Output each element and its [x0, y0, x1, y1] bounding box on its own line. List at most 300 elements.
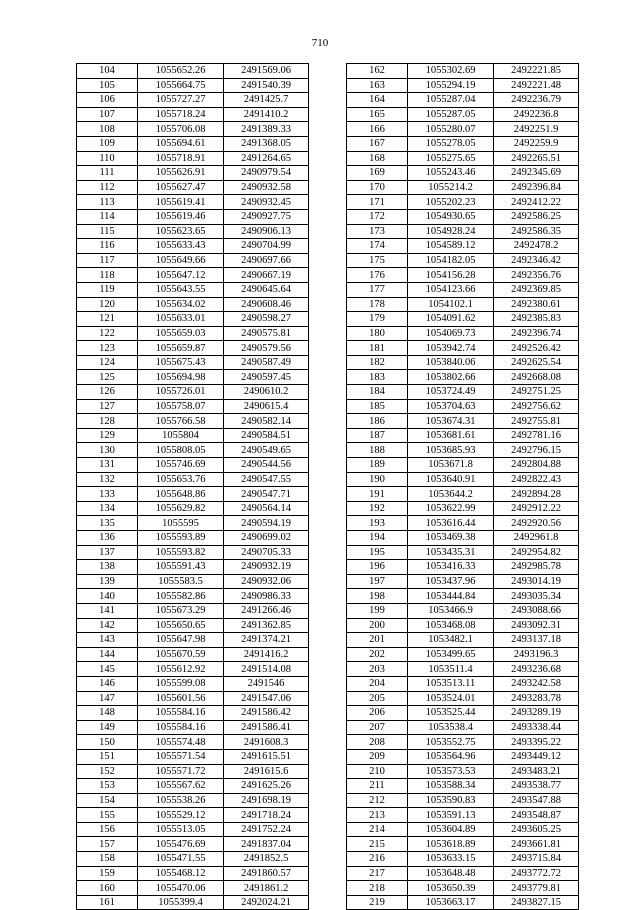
x-coordinate-cell: 1053648.48: [408, 866, 494, 881]
x-coordinate-cell: 1055275.65: [408, 151, 494, 166]
table-row: [347, 501, 579, 516]
point-number-cell: 172: [347, 209, 408, 224]
point-number-cell: 111: [77, 166, 138, 181]
point-number-cell: 219: [347, 895, 408, 910]
point-number-cell: 186: [347, 414, 408, 429]
point-number-cell: 127: [77, 399, 138, 414]
point-number-cell: 216: [347, 852, 408, 867]
table-row: [77, 501, 309, 516]
table-row: [77, 866, 309, 881]
point-number-cell: 117: [77, 253, 138, 268]
y-coordinate-cell: 2490564.14: [224, 501, 309, 516]
y-coordinate-cell: 2492796.15: [494, 443, 579, 458]
point-number-cell: 148: [77, 706, 138, 721]
y-coordinate-cell: 2490932.58: [224, 180, 309, 195]
point-number-cell: 162: [347, 64, 408, 79]
y-coordinate-cell: 2492751.25: [494, 385, 579, 400]
y-coordinate-cell: 2492804.88: [494, 458, 579, 473]
point-number-cell: 213: [347, 808, 408, 823]
y-coordinate-cell: 2492586.25: [494, 209, 579, 224]
table-row: [347, 691, 579, 706]
x-coordinate-cell: 1053681.61: [408, 428, 494, 443]
table-row: [77, 195, 309, 210]
point-number-cell: 183: [347, 370, 408, 385]
table-row: [347, 808, 579, 823]
y-coordinate-cell: 2490575.81: [224, 326, 309, 341]
y-coordinate-cell: 2492396.84: [494, 180, 579, 195]
point-number-cell: 203: [347, 662, 408, 677]
x-coordinate-cell: 1055634.02: [138, 297, 224, 312]
y-coordinate-cell: 2491852.5: [224, 852, 309, 867]
point-number-cell: 149: [77, 720, 138, 735]
table-row: [77, 676, 309, 691]
table-row: [347, 239, 579, 254]
table-row: [347, 735, 579, 750]
table-row: [347, 268, 579, 283]
x-coordinate-cell: 1055619.41: [138, 195, 224, 210]
x-coordinate-cell: 1055593.89: [138, 531, 224, 546]
y-coordinate-cell: 2493538.77: [494, 779, 579, 794]
x-coordinate-cell: 1055567.62: [138, 779, 224, 794]
y-coordinate-cell: 2492346.42: [494, 253, 579, 268]
table-row: [77, 735, 309, 750]
point-number-cell: 140: [77, 589, 138, 604]
point-number-cell: 118: [77, 268, 138, 283]
table-row: [77, 633, 309, 648]
y-coordinate-cell: 2491615.6: [224, 764, 309, 779]
y-coordinate-cell: 2490610.2: [224, 385, 309, 400]
x-coordinate-cell: 1055746.69: [138, 458, 224, 473]
y-coordinate-cell: 2491615.51: [224, 749, 309, 764]
y-coordinate-cell: 2492586.35: [494, 224, 579, 239]
y-coordinate-cell: 2492912.22: [494, 501, 579, 516]
y-coordinate-cell: 2493547.88: [494, 793, 579, 808]
y-coordinate-cell: 2490547.55: [224, 472, 309, 487]
y-coordinate-cell: 2490667.19: [224, 268, 309, 283]
y-coordinate-cell: 2491625.26: [224, 779, 309, 794]
y-coordinate-cell: 2493289.19: [494, 706, 579, 721]
x-coordinate-cell: 1053704.63: [408, 399, 494, 414]
y-coordinate-cell: 2493338.44: [494, 720, 579, 735]
point-number-cell: 175: [347, 253, 408, 268]
table-row: [77, 151, 309, 166]
x-coordinate-cell: 1053616.44: [408, 516, 494, 531]
x-coordinate-cell: 1055612.92: [138, 662, 224, 677]
point-number-cell: 181: [347, 341, 408, 356]
y-coordinate-cell: 2490598.27: [224, 312, 309, 327]
y-coordinate-cell: 2493661.81: [494, 837, 579, 852]
table-row: [347, 209, 579, 224]
point-number-cell: 124: [77, 355, 138, 370]
y-coordinate-cell: 2492526.42: [494, 341, 579, 356]
y-coordinate-cell: 2491514.08: [224, 662, 309, 677]
x-coordinate-cell: 1055659.03: [138, 326, 224, 341]
y-coordinate-cell: 2492961.8: [494, 531, 579, 546]
y-coordinate-cell: 2492369.85: [494, 282, 579, 297]
table-row: [347, 472, 579, 487]
table-row: [347, 78, 579, 93]
table-row: [347, 151, 579, 166]
point-number-cell: 205: [347, 691, 408, 706]
x-coordinate-cell: 1053513.11: [408, 676, 494, 691]
x-coordinate-cell: 1054156.28: [408, 268, 494, 283]
y-coordinate-cell: 2491718.24: [224, 808, 309, 823]
table-row: [347, 443, 579, 458]
point-number-cell: 179: [347, 312, 408, 327]
point-number-cell: 199: [347, 603, 408, 618]
table-row: [77, 297, 309, 312]
table-row: [347, 603, 579, 618]
point-number-cell: 182: [347, 355, 408, 370]
point-number-cell: 214: [347, 822, 408, 837]
x-coordinate-cell: 1053564.96: [408, 749, 494, 764]
table-row: [77, 209, 309, 224]
point-number-cell: 176: [347, 268, 408, 283]
table-row: [347, 385, 579, 400]
table-row: [347, 180, 579, 195]
x-coordinate-cell: 1055584.16: [138, 706, 224, 721]
point-number-cell: 129: [77, 428, 138, 443]
point-number-cell: 217: [347, 866, 408, 881]
y-coordinate-cell: 2491861.2: [224, 881, 309, 896]
y-coordinate-cell: 2492822.43: [494, 472, 579, 487]
table-row: [77, 779, 309, 794]
x-coordinate-cell: 1055650.65: [138, 618, 224, 633]
y-coordinate-cell: 2491425.7: [224, 93, 309, 108]
table-row: [77, 691, 309, 706]
x-coordinate-cell: 1053482.1: [408, 633, 494, 648]
x-coordinate-cell: 1054930.65: [408, 209, 494, 224]
table-row: [77, 560, 309, 575]
x-coordinate-cell: 1053640.91: [408, 472, 494, 487]
x-coordinate-cell: 1055670.59: [138, 647, 224, 662]
table-row: [347, 676, 579, 691]
x-coordinate-cell: 1055643.55: [138, 282, 224, 297]
x-coordinate-cell: 1055694.61: [138, 136, 224, 151]
table-row: [347, 545, 579, 560]
y-coordinate-cell: 2490547.71: [224, 487, 309, 502]
x-coordinate-cell: 1053942.74: [408, 341, 494, 356]
point-number-cell: 194: [347, 531, 408, 546]
coordinates-table-right: [346, 63, 579, 910]
y-coordinate-cell: 2491586.41: [224, 720, 309, 735]
table-row: [347, 647, 579, 662]
point-number-cell: 131: [77, 458, 138, 473]
table-row: [77, 618, 309, 633]
x-coordinate-cell: 1055468.12: [138, 866, 224, 881]
point-number-cell: 180: [347, 326, 408, 341]
y-coordinate-cell: 2490932.45: [224, 195, 309, 210]
x-coordinate-cell: 1055571.72: [138, 764, 224, 779]
x-coordinate-cell: 1055718.91: [138, 151, 224, 166]
table-row: [347, 487, 579, 502]
y-coordinate-cell: 2491837.04: [224, 837, 309, 852]
page-number: 710: [311, 37, 329, 49]
table-row: [347, 633, 579, 648]
x-coordinate-cell: 1055593.82: [138, 545, 224, 560]
y-coordinate-cell: 2491546: [224, 676, 309, 691]
y-coordinate-cell: 2493035.34: [494, 589, 579, 604]
y-coordinate-cell: 2491389.33: [224, 122, 309, 137]
y-coordinate-cell: 2490932.06: [224, 574, 309, 589]
x-coordinate-cell: 1055619.46: [138, 209, 224, 224]
x-coordinate-cell: 1055574.48: [138, 735, 224, 750]
x-coordinate-cell: 1053511.4: [408, 662, 494, 677]
point-number-cell: 155: [77, 808, 138, 823]
point-number-cell: 106: [77, 93, 138, 108]
table-row: [347, 516, 579, 531]
y-coordinate-cell: 2490699.02: [224, 531, 309, 546]
point-number-cell: 116: [77, 239, 138, 254]
y-coordinate-cell: 2490705.33: [224, 545, 309, 560]
y-coordinate-cell: 2492781.16: [494, 428, 579, 443]
x-coordinate-cell: 1053622.99: [408, 501, 494, 516]
x-coordinate-cell: 1055399.4: [138, 895, 224, 910]
y-coordinate-cell: 2490906.13: [224, 224, 309, 239]
x-coordinate-cell: 1055758.07: [138, 399, 224, 414]
point-number-cell: 143: [77, 633, 138, 648]
x-coordinate-cell: 1054069.73: [408, 326, 494, 341]
y-coordinate-cell: 2490697.66: [224, 253, 309, 268]
table-row: [77, 589, 309, 604]
y-coordinate-cell: 2491362.85: [224, 618, 309, 633]
table-row: [347, 720, 579, 735]
table-row: [347, 895, 579, 910]
table-row: [77, 253, 309, 268]
x-coordinate-cell: 1053524.01: [408, 691, 494, 706]
y-coordinate-cell: 2491860.57: [224, 866, 309, 881]
y-coordinate-cell: 2493395.22: [494, 735, 579, 750]
point-number-cell: 190: [347, 472, 408, 487]
point-number-cell: 200: [347, 618, 408, 633]
y-coordinate-cell: 2491410.2: [224, 107, 309, 122]
y-coordinate-cell: 2493137.18: [494, 633, 579, 648]
table-row: [347, 531, 579, 546]
point-number-cell: 197: [347, 574, 408, 589]
point-number-cell: 154: [77, 793, 138, 808]
table-row: [77, 895, 309, 910]
x-coordinate-cell: 1055513.05: [138, 822, 224, 837]
table-row: [77, 224, 309, 239]
point-number-cell: 193: [347, 516, 408, 531]
point-number-cell: 185: [347, 399, 408, 414]
x-coordinate-cell: 1054102.1: [408, 297, 494, 312]
x-coordinate-cell: 1055280.07: [408, 122, 494, 137]
x-coordinate-cell: 1055629.82: [138, 501, 224, 516]
y-coordinate-cell: 2491586.42: [224, 706, 309, 721]
x-coordinate-cell: 1053552.75: [408, 735, 494, 750]
x-coordinate-cell: 1055726.01: [138, 385, 224, 400]
x-coordinate-cell: 1053468.08: [408, 618, 494, 633]
coordinates-table-left-body: [77, 64, 309, 910]
point-number-cell: 139: [77, 574, 138, 589]
x-coordinate-cell: 1053416.33: [408, 560, 494, 575]
point-number-cell: 119: [77, 282, 138, 297]
table-row: [347, 749, 579, 764]
point-number-cell: 209: [347, 749, 408, 764]
table-row: [77, 414, 309, 429]
y-coordinate-cell: 2492478.2: [494, 239, 579, 254]
point-number-cell: 141: [77, 603, 138, 618]
point-number-cell: 153: [77, 779, 138, 794]
table-row: [77, 706, 309, 721]
y-coordinate-cell: 2492265.51: [494, 151, 579, 166]
x-coordinate-cell: 1053840.06: [408, 355, 494, 370]
x-coordinate-cell: 1055243.46: [408, 166, 494, 181]
x-coordinate-cell: 1055647.12: [138, 268, 224, 283]
table-row: [347, 224, 579, 239]
table-row: [77, 385, 309, 400]
table-row: [77, 326, 309, 341]
x-coordinate-cell: 1055652.26: [138, 64, 224, 79]
point-number-cell: 125: [77, 370, 138, 385]
point-number-cell: 171: [347, 195, 408, 210]
y-coordinate-cell: 2490615.4: [224, 399, 309, 414]
table-row: [347, 341, 579, 356]
y-coordinate-cell: 2492380.61: [494, 297, 579, 312]
table-row: [77, 136, 309, 151]
point-number-cell: 167: [347, 136, 408, 151]
y-coordinate-cell: 2492356.76: [494, 268, 579, 283]
table-row: [347, 662, 579, 677]
x-coordinate-cell: 1055718.24: [138, 107, 224, 122]
point-number-cell: 218: [347, 881, 408, 896]
y-coordinate-cell: 2493236.68: [494, 662, 579, 677]
table-row: [77, 370, 309, 385]
table-row: [347, 312, 579, 327]
table-row: [347, 136, 579, 151]
point-number-cell: 163: [347, 78, 408, 93]
point-number-cell: 215: [347, 837, 408, 852]
table-row: [77, 443, 309, 458]
table-row: [347, 107, 579, 122]
y-coordinate-cell: 2492221.85: [494, 64, 579, 79]
table-row: [347, 837, 579, 852]
y-coordinate-cell: 2490549.65: [224, 443, 309, 458]
table-row: [347, 779, 579, 794]
table-row: [347, 560, 579, 575]
table-row: [77, 881, 309, 896]
point-number-cell: 158: [77, 852, 138, 867]
y-coordinate-cell: 2492756.62: [494, 399, 579, 414]
point-number-cell: 151: [77, 749, 138, 764]
x-coordinate-cell: 1053685.93: [408, 443, 494, 458]
y-coordinate-cell: 2492385.83: [494, 312, 579, 327]
table-row: [77, 662, 309, 677]
x-coordinate-cell: 1053633.15: [408, 852, 494, 867]
x-coordinate-cell: 1053650.39: [408, 881, 494, 896]
x-coordinate-cell: 1055591.43: [138, 560, 224, 575]
y-coordinate-cell: 2493092.31: [494, 618, 579, 633]
point-number-cell: 184: [347, 385, 408, 400]
table-row: [347, 355, 579, 370]
point-number-cell: 132: [77, 472, 138, 487]
y-coordinate-cell: 2493779.81: [494, 881, 579, 896]
y-coordinate-cell: 2492755.81: [494, 414, 579, 429]
table-row: [347, 852, 579, 867]
y-coordinate-cell: 2492345.69: [494, 166, 579, 181]
y-coordinate-cell: 2490544.56: [224, 458, 309, 473]
table-row: [77, 399, 309, 414]
x-coordinate-cell: 1055470.06: [138, 881, 224, 896]
table-row: [77, 852, 309, 867]
x-coordinate-cell: 1055571.54: [138, 749, 224, 764]
point-number-cell: 160: [77, 881, 138, 896]
point-number-cell: 110: [77, 151, 138, 166]
point-number-cell: 134: [77, 501, 138, 516]
point-number-cell: 178: [347, 297, 408, 312]
point-number-cell: 145: [77, 662, 138, 677]
point-number-cell: 206: [347, 706, 408, 721]
point-number-cell: 128: [77, 414, 138, 429]
y-coordinate-cell: 2492251.9: [494, 122, 579, 137]
x-coordinate-cell: 1053590.83: [408, 793, 494, 808]
x-coordinate-cell: 1055584.16: [138, 720, 224, 735]
point-number-cell: 166: [347, 122, 408, 137]
table-row: [77, 355, 309, 370]
point-number-cell: 104: [77, 64, 138, 79]
y-coordinate-cell: 2492236.8: [494, 107, 579, 122]
point-number-cell: 122: [77, 326, 138, 341]
y-coordinate-cell: 2493196.3: [494, 647, 579, 662]
table-row: [347, 574, 579, 589]
table-row: [347, 93, 579, 108]
y-coordinate-cell: 2490579.56: [224, 341, 309, 356]
point-number-cell: 112: [77, 180, 138, 195]
table-row: [77, 822, 309, 837]
point-number-cell: 138: [77, 560, 138, 575]
table-row: [347, 282, 579, 297]
x-coordinate-cell: 1053671.8: [408, 458, 494, 473]
table-row: [77, 64, 309, 79]
point-number-cell: 115: [77, 224, 138, 239]
point-number-cell: 133: [77, 487, 138, 502]
point-number-cell: 207: [347, 720, 408, 735]
y-coordinate-cell: 2491266.46: [224, 603, 309, 618]
table-row: [77, 603, 309, 618]
table-row: [347, 822, 579, 837]
y-coordinate-cell: 2492259.9: [494, 136, 579, 151]
point-number-cell: 142: [77, 618, 138, 633]
y-coordinate-cell: 2493548.87: [494, 808, 579, 823]
y-coordinate-cell: 2493772.72: [494, 866, 579, 881]
coordinates-table-right-body: [347, 64, 579, 910]
x-coordinate-cell: 1055202.23: [408, 195, 494, 210]
x-coordinate-cell: 1053435.31: [408, 545, 494, 560]
table-row: [347, 764, 579, 779]
x-coordinate-cell: 1055583.5: [138, 574, 224, 589]
point-number-cell: 188: [347, 443, 408, 458]
x-coordinate-cell: 1055627.47: [138, 180, 224, 195]
point-number-cell: 136: [77, 531, 138, 546]
table-row: [77, 487, 309, 502]
point-number-cell: 196: [347, 560, 408, 575]
table-row: [77, 837, 309, 852]
point-number-cell: 152: [77, 764, 138, 779]
y-coordinate-cell: 2491374.21: [224, 633, 309, 648]
table-row: [77, 647, 309, 662]
point-number-cell: 192: [347, 501, 408, 516]
y-coordinate-cell: 2491698.19: [224, 793, 309, 808]
x-coordinate-cell: 1053604.89: [408, 822, 494, 837]
x-coordinate-cell: 1055648.86: [138, 487, 224, 502]
y-coordinate-cell: 2490932.19: [224, 560, 309, 575]
y-coordinate-cell: 2490645.64: [224, 282, 309, 297]
point-number-cell: 126: [77, 385, 138, 400]
x-coordinate-cell: 1053588.34: [408, 779, 494, 794]
point-number-cell: 146: [77, 676, 138, 691]
table-row: [77, 166, 309, 181]
